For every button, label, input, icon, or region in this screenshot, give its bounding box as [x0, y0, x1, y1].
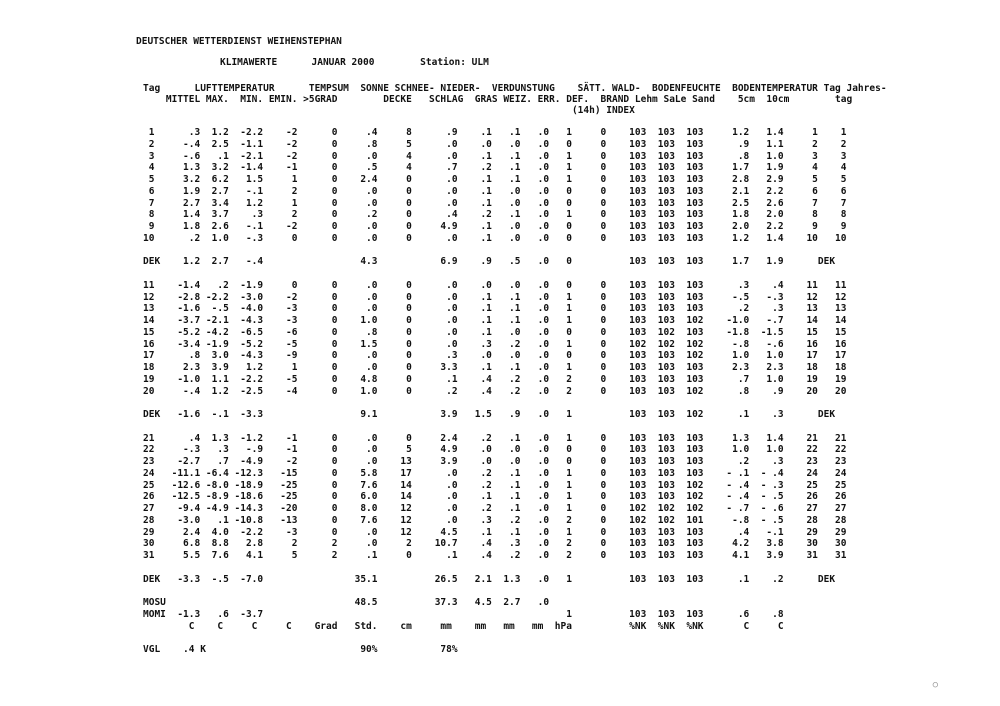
table-row: 5 3.2 6.2 1.5 1 0 2.4 0 .0 .1 .1 .0 1 0 103 103 103 2.8 2.9 5 5 [143, 174, 847, 185]
table-row: 28 -3.0 .1 -10.8 -13 0 7.6 12 .0 .3 .2 .0 2 0 102 102 101 -.8 - .5 28 28 [143, 514, 847, 526]
table-row: C C C C Grad Std. cm mm mm mm mm hPa %NK %NK %NK C C [143, 620, 784, 632]
table-row: 29 2.4 4.0 -2.2 -3 0 .0 12 4.5 .1 .1 .0 1 0 103 103 103 .4 -.1 29 29 [143, 526, 847, 538]
column-header-line: Tag LUFTTEMPERATUR TEMPSUM SONNE SCHNEE- NIEDER- VERDUNSTUNG SÄTT. WALD- BODENFEUCHTE BODENTEMPERATUR Tag Jahres- [143, 83, 887, 94]
table-row: 9 1.8 2.6 -.1 -2 0 .0 0 4.9 .1 .0 .0 0 0 103 103 103 2.0 2.2 9 9 [143, 221, 847, 232]
table-row: 19 -1.0 1.1 -2.2 -5 0 4.8 0 .1 .4 .2 .0 2 0 103 103 103 .7 1.0 19 19 [143, 373, 847, 385]
table-row: 11 -1.4 .2 -1.9 0 0 .0 0 .0 .0 .0 .0 0 0 103 103 103 .3 .4 11 11 [143, 279, 847, 291]
table-row: DEK 1.2 2.7 -.4 4.3 6.9 .9 .5 .0 0 103 103 103 1.7 1.9 DEK [143, 256, 836, 268]
table-row: VGL .4 K 90% 78% [143, 644, 458, 655]
table-row: 13 -1.6 -.5 -4.0 -3 0 .0 0 .0 .1 .1 .0 1 0 103 103 103 .2 .3 13 13 [143, 303, 847, 315]
table-row: MOMI -1.3 .6 -3.7 1 103 103 103 .6 .8 [143, 608, 784, 620]
table-row: 16 -3.4 -1.9 -5.2 -5 0 1.5 0 .0 .3 .2 .0 1 0 102 102 102 -.8 -.6 16 16 [143, 338, 847, 350]
page-corner-mark: ○ [932, 680, 938, 690]
table-row: 15 -5.2 -4.2 -6.5 -6 0 .8 0 .0 .1 .0 .0 0 0 103 102 103 -1.8 -1.5 15 15 [143, 326, 847, 338]
column-header-line: MITTEL MAX. MIN. EMIN. >5GRAD DECKE SCHLAG GRAS WEIZ. ERR. DEF. BRAND Lehm SaLe Sand 5cm 10cm tag [143, 94, 853, 105]
table-row: 31 5.5 7.6 4.1 5 2 .1 0 .1 .4 .2 .0 2 0 103 103 103 4.1 3.9 31 31 [143, 550, 847, 561]
table-row: 24 -11.1 -6.4 -12.3 -15 0 5.8 17 .0 .2 .1 .0 1 0 103 103 103 - .1 - .4 24 24 [143, 467, 847, 479]
table-row: 30 6.8 8.8 2.8 2 2 .0 2 10.7 .4 .3 .0 2 0 103 103 103 4.2 3.8 30 30 [143, 538, 847, 550]
table-row: 3 -.6 .1 -2.1 -2 0 .0 4 .0 .1 .1 .0 1 0 103 103 103 .8 1.0 3 3 [143, 150, 847, 162]
table-row: 27 -9.4 -4.9 -14.3 -20 0 8.0 12 .0 .2 .1 .0 1 0 102 102 102 - .7 - .6 27 27 [143, 503, 847, 514]
table-row: 2 -.4 2.5 -1.1 -2 0 .8 5 .0 .0 .0 .0 0 0 103 103 103 .9 1.1 2 2 [143, 138, 847, 150]
column-header-line: (14h) INDEX [143, 105, 635, 116]
table-row: 10 .2 1.0 -.3 0 0 .0 0 .0 .1 .0 .0 0 0 103 103 103 1.2 1.4 10 10 [143, 232, 847, 244]
table-row: DEK -3.3 -.5 -7.0 35.1 26.5 2.1 1.3 .0 1 103 103 103 .1 .2 DEK [143, 573, 836, 585]
table-row: 26 -12.5 -8.9 -18.6 -25 0 6.0 14 .0 .1 .1 .0 1 0 103 103 102 - .4 - .5 26 26 [143, 491, 847, 503]
table-row: 21 .4 1.3 -1.2 -1 0 .0 0 2.4 .2 .1 .0 1 0 103 103 103 1.3 1.4 21 21 [143, 432, 847, 444]
table-row: 23 -2.7 .7 -4.9 -2 0 .0 13 3.9 .0 .0 .0 0 0 103 103 103 .2 .3 23 23 [143, 456, 847, 467]
table-row: 17 .8 3.0 -4.3 -9 0 .0 0 .3 .0 .0 .0 0 0 103 103 102 1.0 1.0 17 17 [143, 350, 847, 362]
table-row: 25 -12.6 -8.0 -18.9 -25 0 7.6 14 .0 .2 .1 .0 1 0 103 103 102 - .4 - .3 25 25 [143, 479, 847, 491]
table-row: 4 1.3 3.2 -1.4 -1 0 .5 4 .7 .2 .1 .0 1 0 103 103 103 1.7 1.9 4 4 [143, 162, 847, 174]
table-row: 8 1.4 3.7 .3 2 0 .2 0 .4 .2 .1 .0 1 0 103 103 103 1.8 2.0 8 8 [143, 209, 847, 221]
table-row: MOSU 48.5 37.3 4.5 2.7 .0 [143, 597, 550, 608]
table-row: 6 1.9 2.7 -.1 2 0 .0 0 .0 .1 .0 .0 0 0 103 103 103 2.1 2.2 6 6 [143, 185, 847, 197]
report-header-subtitle: KLIMAWERTE JANUAR 2000 Station: ULM [220, 57, 489, 68]
table-row: 14 -3.7 -2.1 -4.3 -3 0 1.0 0 .0 .1 .1 .0 1 0 103 103 102 -1.0 -.7 14 14 [143, 315, 847, 326]
report-header-title: DEUTSCHER WETTERDIENST WEIHENSTEPHAN [136, 36, 342, 47]
table-row: 12 -2.8 -2.2 -3.0 -2 0 .0 0 .0 .1 .1 .0 1 0 103 103 103 -.5 -.3 12 12 [143, 291, 847, 303]
table-row: DEK -1.6 -.1 -3.3 9.1 3.9 1.5 .9 .0 1 103 103 102 .1 .3 DEK [143, 409, 836, 420]
table-row: 18 2.3 3.9 1.2 1 0 .0 0 3.3 .1 .1 .0 1 0 103 103 103 2.3 2.3 18 18 [143, 362, 847, 373]
table-row: 7 2.7 3.4 1.2 1 0 .0 0 .0 .1 .0 .0 0 0 103 103 103 2.5 2.6 7 7 [143, 197, 847, 209]
table-row: 22 -.3 .3 -.9 -1 0 .0 5 4.9 .0 .0 .0 0 0 103 103 103 1.0 1.0 22 22 [143, 444, 847, 456]
table-row: 20 -.4 1.2 -2.5 -4 0 1.0 0 .2 .4 .2 .0 2 0 103 103 102 .8 .9 20 20 [143, 385, 847, 397]
table-row: 1 .3 1.2 -2.2 -2 0 .4 8 .9 .1 .1 .0 1 0 103 103 103 1.2 1.4 1 1 [143, 127, 847, 138]
